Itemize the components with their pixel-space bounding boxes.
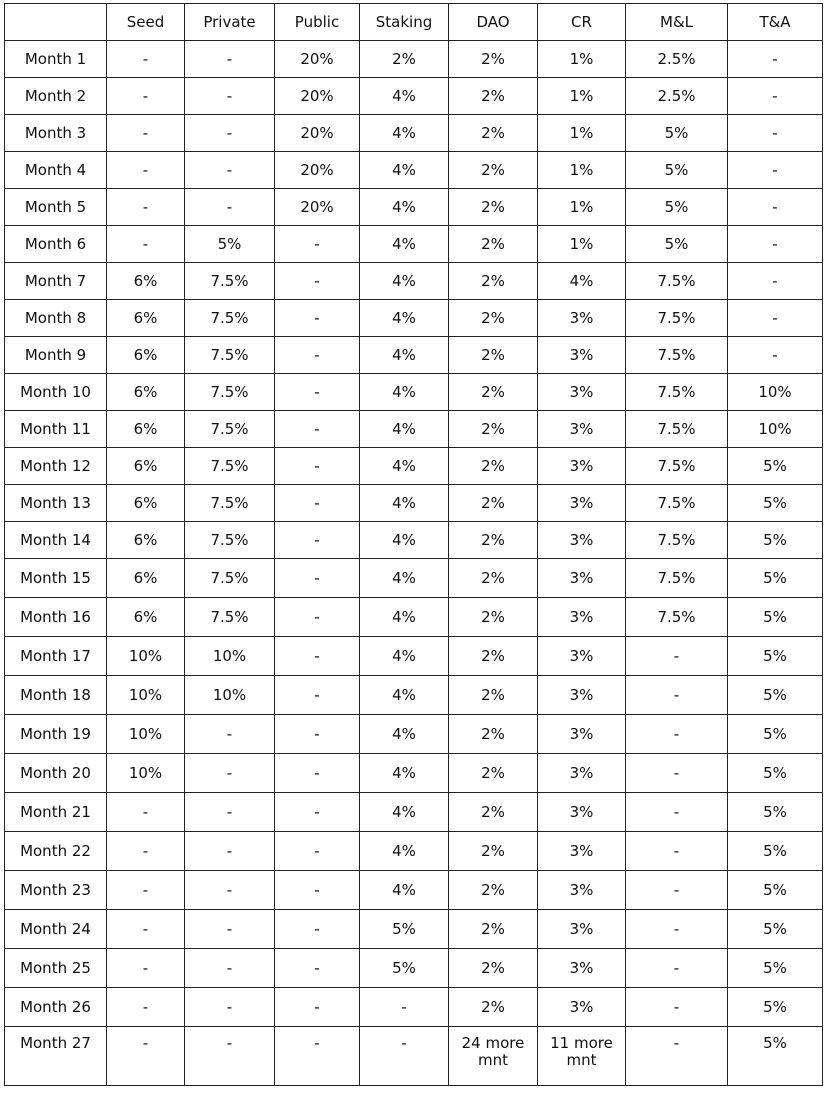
row-label: Month 6: [5, 226, 107, 263]
table-cell: 2%: [449, 754, 538, 793]
table-cell: 7.5%: [185, 522, 275, 559]
table-cell: -: [626, 715, 728, 754]
table-cell: -: [275, 988, 360, 1027]
vesting-schedule-table: [4, 3, 823, 1086]
cell-multiline-text: 24 more mnt: [461, 1034, 525, 1069]
table-cell: 3%: [538, 337, 626, 374]
table-row: [5, 485, 823, 522]
row-label: Month 9: [5, 337, 107, 374]
table-cell: 4%: [360, 152, 449, 189]
table-cell: 7.5%: [185, 485, 275, 522]
table-cell: -: [728, 78, 823, 115]
table-cell: 4%: [360, 676, 449, 715]
table-cell: 5%: [728, 754, 823, 793]
table-cell: 7.5%: [626, 263, 728, 300]
table-cell: -: [275, 485, 360, 522]
table-cell: 6%: [107, 337, 185, 374]
header-row: [5, 4, 823, 41]
table-cell: 4%: [360, 300, 449, 337]
table-cell: 7.5%: [185, 411, 275, 448]
table-cell: 3%: [538, 832, 626, 871]
table-cell: -: [626, 871, 728, 910]
row-label: Month 1: [5, 41, 107, 78]
table-row: [5, 189, 823, 226]
table-cell: 7.5%: [185, 559, 275, 598]
table-cell: -: [275, 522, 360, 559]
table-cell: -: [275, 871, 360, 910]
table-cell: 5%: [626, 115, 728, 152]
table-cell: 5%: [728, 715, 823, 754]
table-cell: -: [728, 41, 823, 78]
table-cell: -: [107, 793, 185, 832]
table-cell: 2%: [449, 598, 538, 637]
table-row: [5, 988, 823, 1027]
table-cell: 10%: [185, 637, 275, 676]
table-cell: 7.5%: [185, 337, 275, 374]
table-cell: 5%: [728, 676, 823, 715]
table-cell: [449, 1027, 538, 1086]
table-cell: -: [107, 226, 185, 263]
row-label: Month 7: [5, 263, 107, 300]
table-cell: -: [275, 949, 360, 988]
table-cell: 3%: [538, 910, 626, 949]
row-label: Month 10: [5, 374, 107, 411]
table-cell: -: [107, 189, 185, 226]
table-cell: 10%: [107, 754, 185, 793]
column-header: Public: [275, 4, 360, 41]
row-label: Month 17: [5, 637, 107, 676]
table-cell: 5%: [626, 226, 728, 263]
table-cell: -: [275, 1027, 360, 1086]
table-cell: 3%: [538, 559, 626, 598]
table-cell: 4%: [360, 226, 449, 263]
table-cell: 20%: [275, 152, 360, 189]
row-label: Month 25: [5, 949, 107, 988]
table-cell: 2%: [449, 152, 538, 189]
table-row: [5, 226, 823, 263]
table-cell: -: [728, 263, 823, 300]
table-row: [5, 448, 823, 485]
table-cell: 2%: [449, 263, 538, 300]
table-cell: -: [107, 41, 185, 78]
table-cell: 2.5%: [626, 78, 728, 115]
table-cell: -: [107, 832, 185, 871]
table-cell: 2%: [449, 448, 538, 485]
table-cell: 2%: [449, 559, 538, 598]
table-cell: -: [626, 754, 728, 793]
table-cell: 2%: [449, 522, 538, 559]
table-cell: 2%: [449, 115, 538, 152]
table-cell: -: [107, 871, 185, 910]
table-row: [5, 598, 823, 637]
table-cell: 2%: [449, 337, 538, 374]
table-cell: -: [275, 448, 360, 485]
table-cell: 2%: [449, 189, 538, 226]
table-cell: 6%: [107, 559, 185, 598]
table-cell: 5%: [626, 189, 728, 226]
table-cell: -: [728, 226, 823, 263]
table-row: [5, 871, 823, 910]
table-cell: 10%: [728, 374, 823, 411]
table-cell: -: [626, 832, 728, 871]
table-cell: 5%: [728, 1027, 823, 1086]
table-cell: -: [626, 949, 728, 988]
table-cell: 3%: [538, 637, 626, 676]
table-cell: -: [728, 152, 823, 189]
table-cell: 1%: [538, 226, 626, 263]
table-cell: 7.5%: [626, 485, 728, 522]
table-cell: 5%: [728, 910, 823, 949]
table-cell: -: [275, 374, 360, 411]
table-cell: -: [185, 949, 275, 988]
corner-header-cell: [5, 4, 107, 41]
column-header: CR: [538, 4, 626, 41]
row-label: Month 21: [5, 793, 107, 832]
table-row: [5, 832, 823, 871]
table-cell: 7.5%: [626, 300, 728, 337]
row-label: Month 11: [5, 411, 107, 448]
table-cell: 7.5%: [626, 374, 728, 411]
table-cell: 2%: [449, 637, 538, 676]
table-cell: -: [275, 263, 360, 300]
table-cell: -: [626, 1027, 728, 1086]
table-cell: 4%: [360, 559, 449, 598]
column-header: M&L: [626, 4, 728, 41]
table-cell: 2.5%: [626, 41, 728, 78]
table-cell: -: [626, 676, 728, 715]
table-cell: 20%: [275, 189, 360, 226]
table-cell: 10%: [107, 676, 185, 715]
table-cell: 4%: [360, 871, 449, 910]
table-cell: 3%: [538, 754, 626, 793]
table-cell: 7.5%: [185, 374, 275, 411]
column-header: Private: [185, 4, 275, 41]
table-cell: 5%: [626, 152, 728, 189]
table-cell: 1%: [538, 78, 626, 115]
table-cell: 5%: [728, 559, 823, 598]
table-cell: -: [107, 1027, 185, 1086]
table-cell: -: [185, 189, 275, 226]
table-cell: 2%: [449, 949, 538, 988]
table-cell: 5%: [728, 793, 823, 832]
table-cell: -: [275, 754, 360, 793]
row-label: Month 15: [5, 559, 107, 598]
table-cell: 6%: [107, 598, 185, 637]
table-cell: 5%: [360, 949, 449, 988]
table-cell: -: [275, 559, 360, 598]
table-cell: 1%: [538, 115, 626, 152]
table-cell: 1%: [538, 152, 626, 189]
table-cell: 20%: [275, 115, 360, 152]
table-cell: 4%: [360, 715, 449, 754]
table-cell: 4%: [360, 263, 449, 300]
table-cell: 2%: [449, 832, 538, 871]
table-cell: 3%: [538, 300, 626, 337]
table-cell: 4%: [360, 637, 449, 676]
table-cell: 2%: [449, 676, 538, 715]
table-cell: 4%: [360, 485, 449, 522]
table-row: [5, 715, 823, 754]
table-cell: -: [185, 1027, 275, 1086]
table-row: [5, 522, 823, 559]
column-header: Seed: [107, 4, 185, 41]
table-cell: 4%: [360, 832, 449, 871]
table-cell: 2%: [449, 871, 538, 910]
row-label: Month 3: [5, 115, 107, 152]
table-cell: -: [185, 41, 275, 78]
table-cell: -: [275, 793, 360, 832]
table-cell: 3%: [538, 485, 626, 522]
table-cell: 2%: [449, 41, 538, 78]
table-cell: 20%: [275, 78, 360, 115]
table-cell: 3%: [538, 374, 626, 411]
table-cell: -: [275, 676, 360, 715]
table-cell: 6%: [107, 448, 185, 485]
table-cell: 1%: [538, 41, 626, 78]
table-cell: 3%: [538, 715, 626, 754]
table-cell: -: [107, 115, 185, 152]
row-label: Month 22: [5, 832, 107, 871]
table-cell: -: [275, 226, 360, 263]
table-row: [5, 152, 823, 189]
table-cell: 7.5%: [626, 411, 728, 448]
table-cell: -: [275, 910, 360, 949]
table-row: [5, 374, 823, 411]
table-row: [5, 754, 823, 793]
table-cell: 2%: [449, 374, 538, 411]
table-cell: 2%: [449, 300, 538, 337]
table-cell: 7.5%: [626, 337, 728, 374]
table-row: [5, 910, 823, 949]
table-cell: 6%: [107, 263, 185, 300]
row-label: Month 13: [5, 485, 107, 522]
table-cell: -: [728, 337, 823, 374]
table-cell: 10%: [107, 637, 185, 676]
table-cell: 2%: [449, 78, 538, 115]
table-cell: 4%: [360, 189, 449, 226]
table-cell: 2%: [360, 41, 449, 78]
table-cell: 4%: [360, 115, 449, 152]
table-cell: 4%: [360, 522, 449, 559]
table-cell: 20%: [275, 41, 360, 78]
cell-multiline-text: 11 more mnt: [550, 1034, 613, 1069]
row-label: Month 18: [5, 676, 107, 715]
table-row: [5, 559, 823, 598]
row-label: Month 5: [5, 189, 107, 226]
table-row: [5, 411, 823, 448]
table-cell: [538, 1027, 626, 1086]
table-cell: -: [107, 949, 185, 988]
table-cell: -: [626, 910, 728, 949]
table-cell: -: [360, 988, 449, 1027]
column-header: DAO: [449, 4, 538, 41]
table-cell: 2%: [449, 910, 538, 949]
table-cell: 3%: [538, 988, 626, 1027]
table-cell: 2%: [449, 793, 538, 832]
table-cell: 5%: [728, 949, 823, 988]
table-cell: 4%: [360, 754, 449, 793]
table-cell: 5%: [185, 226, 275, 263]
table-cell: 5%: [728, 448, 823, 485]
row-label: Month 8: [5, 300, 107, 337]
table-cell: -: [185, 871, 275, 910]
column-header: Staking: [360, 4, 449, 41]
table-cell: -: [626, 793, 728, 832]
column-header: T&A: [728, 4, 823, 41]
table-row: [5, 1027, 823, 1086]
table-cell: 3%: [538, 676, 626, 715]
table-cell: -: [275, 637, 360, 676]
table-cell: -: [185, 115, 275, 152]
table-cell: 5%: [728, 988, 823, 1027]
table-row: [5, 793, 823, 832]
table-cell: 3%: [538, 598, 626, 637]
table-cell: 10%: [728, 411, 823, 448]
table-cell: 2%: [449, 988, 538, 1027]
table-cell: -: [275, 411, 360, 448]
table-row: [5, 263, 823, 300]
table-cell: -: [107, 78, 185, 115]
table-cell: -: [185, 715, 275, 754]
table-row: [5, 78, 823, 115]
table-cell: 3%: [538, 448, 626, 485]
table-cell: 2%: [449, 226, 538, 263]
table-cell: 7.5%: [185, 263, 275, 300]
table-cell: -: [626, 988, 728, 1027]
table-cell: 7.5%: [626, 559, 728, 598]
table-cell: -: [360, 1027, 449, 1086]
table-cell: 6%: [107, 411, 185, 448]
table-cell: 4%: [360, 337, 449, 374]
row-label: Month 19: [5, 715, 107, 754]
row-label: Month 24: [5, 910, 107, 949]
row-label: Month 14: [5, 522, 107, 559]
table-cell: 4%: [360, 793, 449, 832]
table-cell: -: [107, 152, 185, 189]
table-cell: -: [107, 988, 185, 1027]
table-cell: 5%: [360, 910, 449, 949]
table-row: [5, 676, 823, 715]
table-cell: 4%: [360, 374, 449, 411]
table-cell: -: [185, 793, 275, 832]
table-row: [5, 637, 823, 676]
table-cell: 5%: [728, 871, 823, 910]
table-cell: -: [185, 988, 275, 1027]
table-cell: -: [275, 832, 360, 871]
table-row: [5, 949, 823, 988]
table-cell: 6%: [107, 485, 185, 522]
table-cell: 4%: [360, 78, 449, 115]
table-cell: 3%: [538, 871, 626, 910]
table-cell: 10%: [185, 676, 275, 715]
table-cell: 4%: [360, 411, 449, 448]
table-cell: 6%: [107, 300, 185, 337]
table-cell: 5%: [728, 522, 823, 559]
row-label: Month 4: [5, 152, 107, 189]
table-row: [5, 115, 823, 152]
table-cell: 7.5%: [626, 522, 728, 559]
table-cell: -: [107, 910, 185, 949]
row-label: Month 23: [5, 871, 107, 910]
table-cell: -: [275, 715, 360, 754]
table-cell: 10%: [107, 715, 185, 754]
table-cell: 3%: [538, 522, 626, 559]
table-cell: -: [728, 115, 823, 152]
table-cell: 5%: [728, 637, 823, 676]
table-cell: 6%: [107, 522, 185, 559]
table-cell: -: [185, 78, 275, 115]
table-row: [5, 337, 823, 374]
table-cell: 7.5%: [185, 598, 275, 637]
table-cell: -: [728, 189, 823, 226]
table-cell: 5%: [728, 485, 823, 522]
table-cell: 4%: [360, 598, 449, 637]
row-label: Month 20: [5, 754, 107, 793]
table-cell: -: [626, 637, 728, 676]
table-cell: 3%: [538, 411, 626, 448]
table-cell: 7.5%: [185, 448, 275, 485]
table-cell: 4%: [538, 263, 626, 300]
table-cell: 6%: [107, 374, 185, 411]
table-row: [5, 41, 823, 78]
table-cell: 2%: [449, 715, 538, 754]
row-label: Month 12: [5, 448, 107, 485]
table-cell: 7.5%: [185, 300, 275, 337]
table-cell: 2%: [449, 411, 538, 448]
table-cell: 1%: [538, 189, 626, 226]
row-label: Month 26: [5, 988, 107, 1027]
table-cell: 5%: [728, 598, 823, 637]
table-body: [5, 41, 823, 1086]
row-label: Month 2: [5, 78, 107, 115]
row-label: Month 27: [5, 1027, 107, 1086]
table-cell: -: [728, 300, 823, 337]
table-cell: -: [275, 598, 360, 637]
table-header: [5, 4, 823, 41]
table-cell: -: [275, 337, 360, 374]
table-cell: -: [275, 300, 360, 337]
table-cell: -: [185, 832, 275, 871]
table-row: [5, 300, 823, 337]
table-cell: -: [185, 910, 275, 949]
table-cell: 4%: [360, 448, 449, 485]
row-label: Month 16: [5, 598, 107, 637]
table-cell: 7.5%: [626, 598, 728, 637]
table-cell: 5%: [728, 832, 823, 871]
table-cell: 3%: [538, 949, 626, 988]
table-cell: 7.5%: [626, 448, 728, 485]
table-cell: 2%: [449, 485, 538, 522]
table-cell: -: [185, 754, 275, 793]
table-cell: 3%: [538, 793, 626, 832]
table-cell: -: [185, 152, 275, 189]
